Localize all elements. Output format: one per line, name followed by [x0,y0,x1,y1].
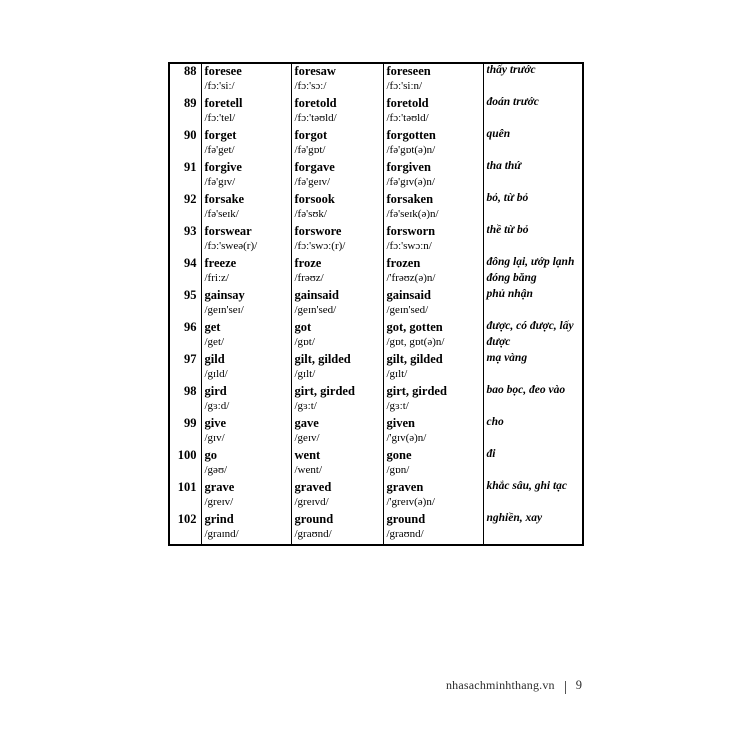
verb-meaning-continued [484,80,583,96]
table-row-pronunciation [169,496,583,512]
verb-meaning-continued [484,368,583,384]
row-number: 101 [177,480,197,494]
verb-past-ipa: /fə'gɒt/ [294,144,326,156]
table-row [169,63,583,80]
verb-meaning-continued: được [486,336,511,348]
verb-past-ipa: /gɪlt/ [294,368,316,380]
verb-past-simple: forsook [294,192,335,206]
verb-pp-ipa: /gɒt, gɒt(ə)n/ [386,336,445,348]
row-number: 90 [184,128,197,142]
row-number-spacer [170,176,201,192]
row-number-spacer [170,144,201,160]
page-number: 9 [575,678,582,692]
table-row-pronunciation [169,80,583,96]
verb-base-ipa: /fɔː'tel/ [204,112,236,124]
verb-past-participle: foreseen [386,64,431,78]
verb-pp-ipa: /'gɪv(ə)n/ [386,432,427,444]
verb-pp-ipa: /fə'gɪv(ə)n/ [386,176,435,188]
page-footer [0,676,750,694]
verb-past-ipa: /fɔː'təʊld/ [294,112,337,124]
row-number: 91 [184,160,197,174]
table-row-pronunciation [169,336,583,352]
verb-pp-ipa: /fɔː'siːn/ [386,80,423,92]
verb-meaning-continued [484,304,583,320]
verb-base-form: foresee [204,64,242,78]
verb-meaning: quên [486,128,511,140]
row-number-spacer [170,464,201,480]
verb-base-ipa: /fə'get/ [204,144,235,156]
verb-past-participle: forsaken [386,192,434,206]
verb-meaning-continued [484,240,583,256]
footer-site-label: nhasachminhthang.vn [445,678,555,692]
verb-base-ipa: /get/ [204,336,225,348]
verb-base-ipa: /gɜːd/ [204,400,230,412]
verb-meaning: thề từ bỏ [486,224,529,236]
verb-base-form: grave [204,480,235,494]
table-row [169,480,583,496]
verb-meaning-continued: đóng băng [486,272,537,284]
verb-meaning: được, có được, lấy [486,320,574,332]
verb-past-simple: forgave [294,160,335,174]
verb-pp-ipa: /fɔː'təʊld/ [386,112,429,124]
row-number-spacer [170,208,201,224]
verb-base-form: get [204,320,221,334]
verb-pp-ipa: /gɒn/ [386,464,410,476]
verb-base-ipa: /gɪld/ [204,368,228,380]
verb-meaning: nghiền, xay [486,512,543,524]
verb-past-ipa: /frəʊz/ [294,272,324,284]
row-number: 93 [184,224,197,238]
verb-past-simple: gainsaid [294,288,339,302]
verb-meaning: đi [486,448,496,460]
table-row-pronunciation [169,144,583,160]
verb-meaning-continued [484,400,583,416]
table-row-pronunciation [169,528,583,545]
verb-pp-ipa: /'frəʊz(ə)n/ [386,272,436,284]
verb-meaning: thấy trước [486,64,536,76]
verb-meaning-continued [484,432,583,448]
verb-past-ipa: /went/ [294,464,322,476]
verb-past-ipa: /fɔː'swɔː(r)/ [294,240,346,252]
verb-past-participle: gainsaid [386,288,431,302]
row-number: 100 [177,448,197,462]
verb-meaning-continued [484,208,583,224]
row-number-spacer [170,336,201,352]
row-number-spacer [170,272,201,288]
table-row-pronunciation [169,400,583,416]
row-number: 99 [184,416,197,430]
verb-meaning: khắc sâu, ghi tạc [486,480,568,492]
row-number: 88 [184,64,197,78]
verb-past-participle: foretold [386,96,429,110]
verb-past-participle: got, gotten [386,320,443,334]
verb-meaning: mạ vàng [486,352,528,364]
table-row-pronunciation [169,432,583,448]
table-row [169,448,583,464]
table-row [169,224,583,240]
verb-past-participle: graven [386,480,424,494]
row-number: 89 [184,96,197,110]
table-row-pronunciation [169,240,583,256]
verb-base-form: go [204,448,217,462]
verb-past-ipa: /geɪn'sed/ [294,304,337,316]
verb-past-participle: gilt, gilded [386,352,443,366]
verb-base-form: foretell [204,96,243,110]
row-number-spacer [170,432,201,448]
verb-base-ipa: /gəʊ/ [204,464,228,476]
row-number: 96 [184,320,197,334]
verb-past-ipa: /gɜːt/ [294,400,317,412]
verb-past-ipa: /fɔː'sɔː/ [294,80,327,92]
row-number-spacer [170,528,201,544]
verb-past-simple: foresaw [294,64,336,78]
verb-pp-ipa: /fɔː'swɔːn/ [386,240,432,252]
verb-past-participle: frozen [386,256,421,270]
verb-base-ipa: /fɔː'sweə(r)/ [204,240,258,252]
verb-pp-ipa: /gɪlt/ [386,368,408,380]
verb-past-participle: given [386,416,415,430]
table-row [169,512,583,528]
verb-meaning: bao bọc, đeo vào [486,384,566,396]
verb-past-simple: ground [294,512,334,526]
verb-past-simple: got [294,320,312,334]
verb-past-participle: forgiven [386,160,431,174]
verb-pp-ipa: /graʊnd/ [386,528,424,540]
row-number-spacer [170,400,201,416]
verb-base-form: gild [204,352,225,366]
verb-base-form: give [204,416,227,430]
verb-past-participle: forsworn [386,224,436,238]
row-number-spacer [170,304,201,320]
table-row [169,320,583,336]
row-number-spacer [170,240,201,256]
verb-base-form: forget [204,128,237,142]
table-row-pronunciation [169,208,583,224]
verb-pp-ipa: /gɜːt/ [386,400,409,412]
footer-divider [565,681,566,694]
row-number: 94 [184,256,197,270]
verb-past-ipa: /graʊnd/ [294,528,332,540]
verb-base-ipa: /fə'seɪk/ [204,208,239,220]
verb-past-simple: graved [294,480,332,494]
verb-pp-ipa: /geɪn'sed/ [386,304,429,316]
row-number: 95 [184,288,197,302]
verb-past-simple: forswore [294,224,342,238]
row-number: 98 [184,384,197,398]
verb-base-ipa: /fɔː'siː/ [204,80,235,92]
verb-past-ipa: /fə'geɪv/ [294,176,331,188]
verb-base-form: freeze [204,256,237,270]
verb-base-form: forsake [204,192,245,206]
verb-base-ipa: /friːz/ [204,272,229,284]
verb-base-ipa: /geɪn'seɪ/ [204,304,244,316]
verb-meaning-continued [484,496,583,512]
verb-past-participle: gone [386,448,412,462]
table-row-pronunciation [169,272,583,288]
verb-meaning-continued [484,464,583,480]
table-row [169,416,583,432]
verb-past-simple: gilt, gilded [294,352,351,366]
row-number-spacer [170,80,201,96]
verb-past-participle: ground [386,512,426,526]
row-number-spacer [170,496,201,512]
verb-base-form: forgive [204,160,242,174]
verb-past-simple: forgot [294,128,328,142]
verb-past-participle: forgotten [386,128,436,142]
verb-base-form: gird [204,384,227,398]
verb-past-simple: foretold [294,96,337,110]
table-row [169,352,583,368]
verb-past-ipa: /fə'sʊk/ [294,208,327,220]
verb-base-form: forswear [204,224,252,238]
table-row-pronunciation [169,464,583,480]
verb-past-simple: froze [294,256,322,270]
verb-past-simple: girt, girded [294,384,355,398]
verb-base-ipa: /fə'gɪv/ [204,176,236,188]
row-number: 102 [177,512,197,526]
verb-base-ipa: /gɪv/ [204,432,225,444]
table-row-pronunciation [169,368,583,384]
table-row [169,256,583,272]
verb-pp-ipa: /fə'gɒt(ə)n/ [386,144,436,156]
verb-past-ipa: /geɪv/ [294,432,320,444]
verb-base-ipa: /graɪnd/ [204,528,239,540]
verb-past-simple: gave [294,416,319,430]
table-row-pronunciation [169,304,583,320]
table-row [169,96,583,112]
verb-meaning: phủ nhận [486,288,533,300]
verb-past-ipa: /gɒt/ [294,336,315,348]
verb-meaning-continued [484,144,583,160]
verb-past-simple: went [294,448,321,462]
table-row [169,160,583,176]
row-number: 97 [184,352,197,366]
table-row-pronunciation [169,176,583,192]
verb-meaning-continued [484,176,583,192]
verb-past-ipa: /greɪvd/ [294,496,329,508]
verb-meaning-continued [484,528,583,544]
verb-past-participle: girt, girded [386,384,447,398]
verb-meaning: bỏ, từ bỏ [486,192,529,204]
verb-pp-ipa: /fə'seɪk(ə)n/ [386,208,439,220]
verb-meaning-continued [484,112,583,128]
verb-pp-ipa: /'greɪv(ə)n/ [386,496,435,508]
verb-meaning: đông lại, ướp lạnh [486,256,575,268]
verb-base-form: gainsay [204,288,245,302]
verb-meaning: đoán trước [486,96,539,108]
irregular-verbs-table [168,62,584,546]
table-row [169,384,583,400]
table-row [169,288,583,304]
verb-base-form: grind [204,512,234,526]
verb-base-ipa: /greɪv/ [204,496,234,508]
row-number-spacer [170,368,201,384]
row-number-spacer [170,112,201,128]
row-number: 92 [184,192,197,206]
table-row [169,192,583,208]
verb-meaning: tha thứ [486,160,522,172]
verb-meaning: cho [486,416,504,428]
table-row-pronunciation [169,112,583,128]
table-row [169,128,583,144]
